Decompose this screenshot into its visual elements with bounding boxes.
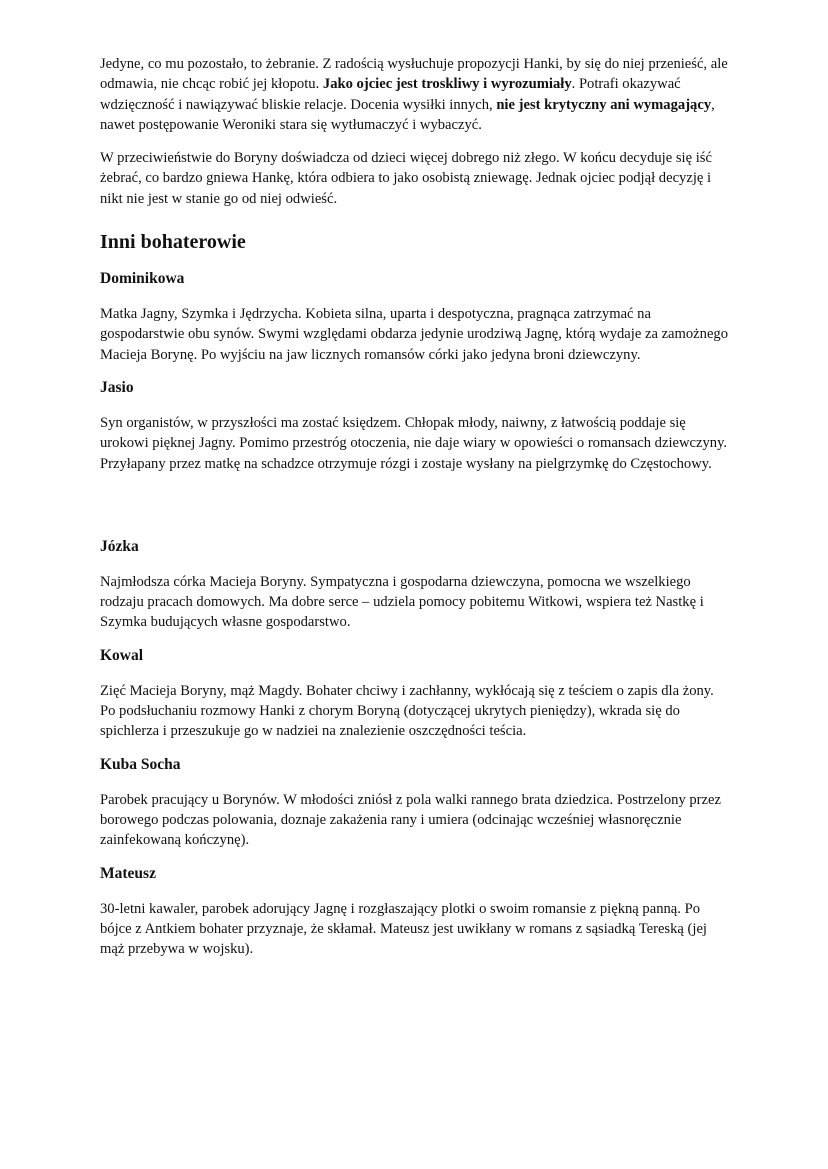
character-text-mateusz: 30-letni kawaler, parobek adorujący Jagnę i rozgłaszający plotki o swoim romansie z piękną panną. Po bójce z Antkiem bohater przyznaje, że skłamał. Mateusz jest uwikłany w romans z sąsiadką Tereską (jej mąż przebywa w wojsku). bbox=[100, 900, 707, 958]
text-run: Jedyne, co mu pozostało, to żebranie. Z radością wysłuchuje propozycji Hanki, by się do niej przenieść, ale odmawia, nie chcąc robić jej kłopotu. bbox=[100, 56, 728, 93]
character-text-dominikowa: Matka Jagny, Szymka i Jędrzycha. Kobieta silna, uparta i despotyczna, pragnąca zatrzymać na gospodarstwie obu synów. Swymi względami obdarza jedynie urodziwą Jagnę, którą wydaje za zamożnego Macieja Borynę. Po wyjściu na jaw licznych romansów córki jako jedyna broni dziewczyny. bbox=[100, 306, 729, 363]
paragraph-contrast-boryna: W przeciwieństwie do Boryny doświadcza od dzieci więcej dobrego niż złego. W końcu decyduje się iść żebrać, co bardzo gniewa Hankę, która odbiera to jako osobistą zniewagę. Jednak ojciec podjął decyzję i nikt nie jest w stanie go od niej odwieść. bbox=[100, 150, 712, 207]
character-heading-mateusz: Mateusz bbox=[100, 864, 156, 882]
character-heading-kuba-socha: Kuba Socha bbox=[100, 755, 181, 773]
section-heading: Inni bohaterowie bbox=[100, 231, 246, 254]
bold-text: nie jest krytyczny ani wymagający bbox=[496, 96, 712, 113]
character-heading-kowal: Kowal bbox=[100, 646, 144, 664]
document-page bbox=[100, 54, 730, 959]
text-run: , nawet postępowanie Weroniki stara się wytłumaczyć i wybaczyć. bbox=[100, 96, 715, 133]
bold-text: Jako ojciec jest troskliwy i wyrozumiały bbox=[322, 76, 572, 93]
character-text-jozka: Najmłodsza córka Macieja Boryny. Sympatyczna i gospodarna dziewczyna, pomocna we wszelkiego rodzaju pracach domowych. Ma dobre serce – udziela pomocy pobitemu Witkowi, wspiera też Nastkę i Szymka budujących własne gospodarstwo. bbox=[100, 573, 704, 631]
character-text-jasio: Syn organistów, w przyszłości ma zostać księdzem. Chłopak młody, naiwny, z łatwością poddaje się urokowi pięknej Jagny. Pomimo przestróg otoczenia, nie daje wiary w opowieści o romansach dziewczyny. Przyłapany przez matkę na schadzce otrzymuje rózgi i zostaje wysłany na pielgrzymkę do Częstochowy. bbox=[100, 414, 728, 472]
character-heading-jozka: Józka bbox=[100, 537, 139, 555]
character-text-kowal: Zięć Macieja Boryny, mąż Magdy. Bohater chciwy i zachłanny, wykłócają się z teściem o zapis dla żony. Po podsłuchaniu rozmowy Hanki z chorym Boryną (dotyczącej ukrytych pieniędzy), wkrada się do spichlerza i przeszukuje go w nadziei na znalezienie oszczędności teścia. bbox=[100, 682, 714, 740]
character-heading-dominikowa: Dominikowa bbox=[100, 270, 185, 288]
character-heading-jasio: Jasio bbox=[100, 378, 134, 396]
character-text-kuba-socha: Parobek pracujący u Borynów. W młodości zniósł z pola walki rannego brata dziedzica. Postrzelony przez borowego podczas polowania, doznaje zakażenia rany i umiera (odcinając wcześniej własnoręcznie zainfekowaną kończynę). bbox=[100, 791, 721, 849]
text-run: . Potrafi okazywać wdzięczność i nawiązywać bliskie relacje. Docenia wysiłki innych, bbox=[100, 76, 681, 113]
paragraph-maciej-summary bbox=[100, 54, 730, 135]
